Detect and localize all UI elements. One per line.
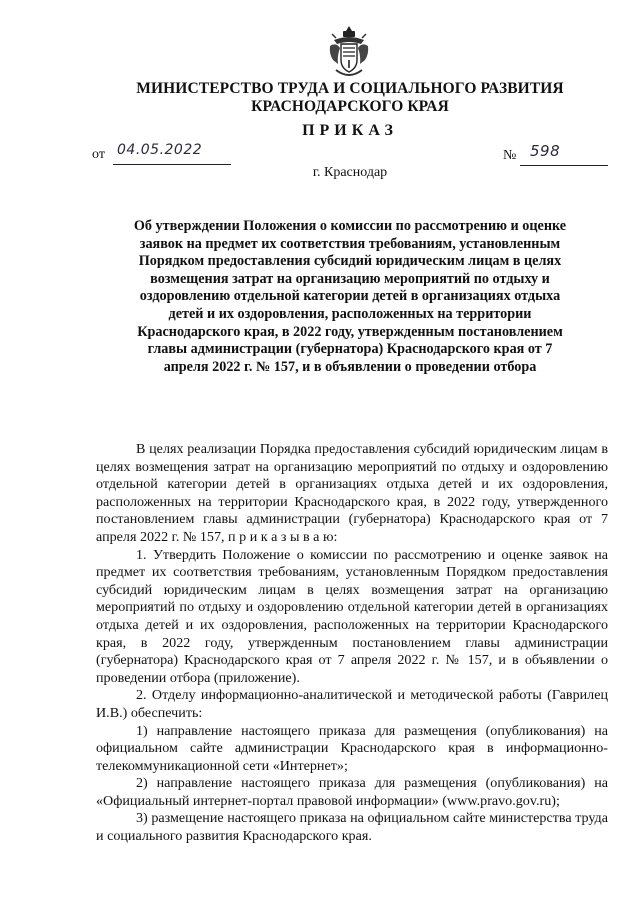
number-handwritten: 598: [530, 142, 561, 160]
document-body: [96, 441, 608, 846]
order-title: ПРИКАЗ: [302, 122, 398, 139]
city-label: г. Краснодар: [312, 165, 388, 180]
coat-of-arms-icon: [326, 24, 372, 80]
number-field: [520, 142, 608, 166]
paragraph-item-1: 1. Утвердить Положение о комиссии по рассмотрению и оценке заявок на предмет их соответствия требованиям, установленным Порядком предоставления субсидий юридическим лицам в целях возмещения затрат на организацию мероприятий по отдыху и оздоровлению отдельной категории детей в организациях отдыха детей и их оздоровления, расположенных на территории Краснодарского края, в 2022 году, утвержденным постановлением главы администрации (губернатора) Краснодарского края от 7 апреля 2022 г. № 157, и в объявлении о проведении отбора (приложение).: [96, 546, 608, 686]
date-field: [113, 142, 231, 165]
number-label: №: [503, 148, 517, 163]
document-heading: Об утверждении Положения о комиссии по рассмотрению и оценке заявок на предмет их соответствия требованиям, установленным Порядком предоставления субсидий юридическим лицам в целях возмещения затрат на организацию мероприятий по отдыху и оздоровлению отдельной категории детей в организациях отдыха детей и их оздоровления, расположенных на территории Краснодарского края, в 2022 году, утвержденным постановлением главы администрации (губернатора) Краснодарского края от 7 апреля 2022 г. № 157, и в объявлении о проведении отбора: [133, 218, 567, 375]
date-label: от: [92, 147, 105, 162]
ministry-name: МИНИСТЕРСТВО ТРУДА И СОЦИАЛЬНОГО РАЗВИТИЯ КРАСНОДАРСКОГО КРАЯ: [136, 80, 564, 115]
paragraph-preamble: В целях реализации Порядка предоставления субсидий юридическим лицам в целях возмещения затрат на организацию мероприятий по отдыху и оздоровлению отдельной категории детей в организациях отдыха детей и их оздоровления, расположенных на территории Краснодарского края, в 2022 году, утвержденного постановлением главы администрации (губернатора) Краснодарского края от 7 апреля 2022 г. № 157, п р и к а з ы в а ю:: [96, 441, 608, 545]
paragraph-item-2: 2. Отделу информационно-аналитической и методической работы (Гаврилец И.В.) обеспечить:: [96, 687, 608, 721]
date-handwritten: 04.05.2022: [117, 142, 203, 158]
paragraph-subitem-3: 3) размещение настоящего приказа на официальном сайте министерства труда и социального развития Краснодарского края.: [96, 810, 608, 845]
paragraph-subitem-2: 2) направление настоящего приказа для размещения (опубликования) на «Официальный интернет-портал правовой информации» (www.pravo.gov.ru);: [96, 775, 608, 809]
paragraph-subitem-1: 1) направление настоящего приказа для размещения (опубликования) на официальном сайте администрации Краснодарского края в информационно-телекоммуникационной сети «Интернет»;: [96, 722, 608, 774]
